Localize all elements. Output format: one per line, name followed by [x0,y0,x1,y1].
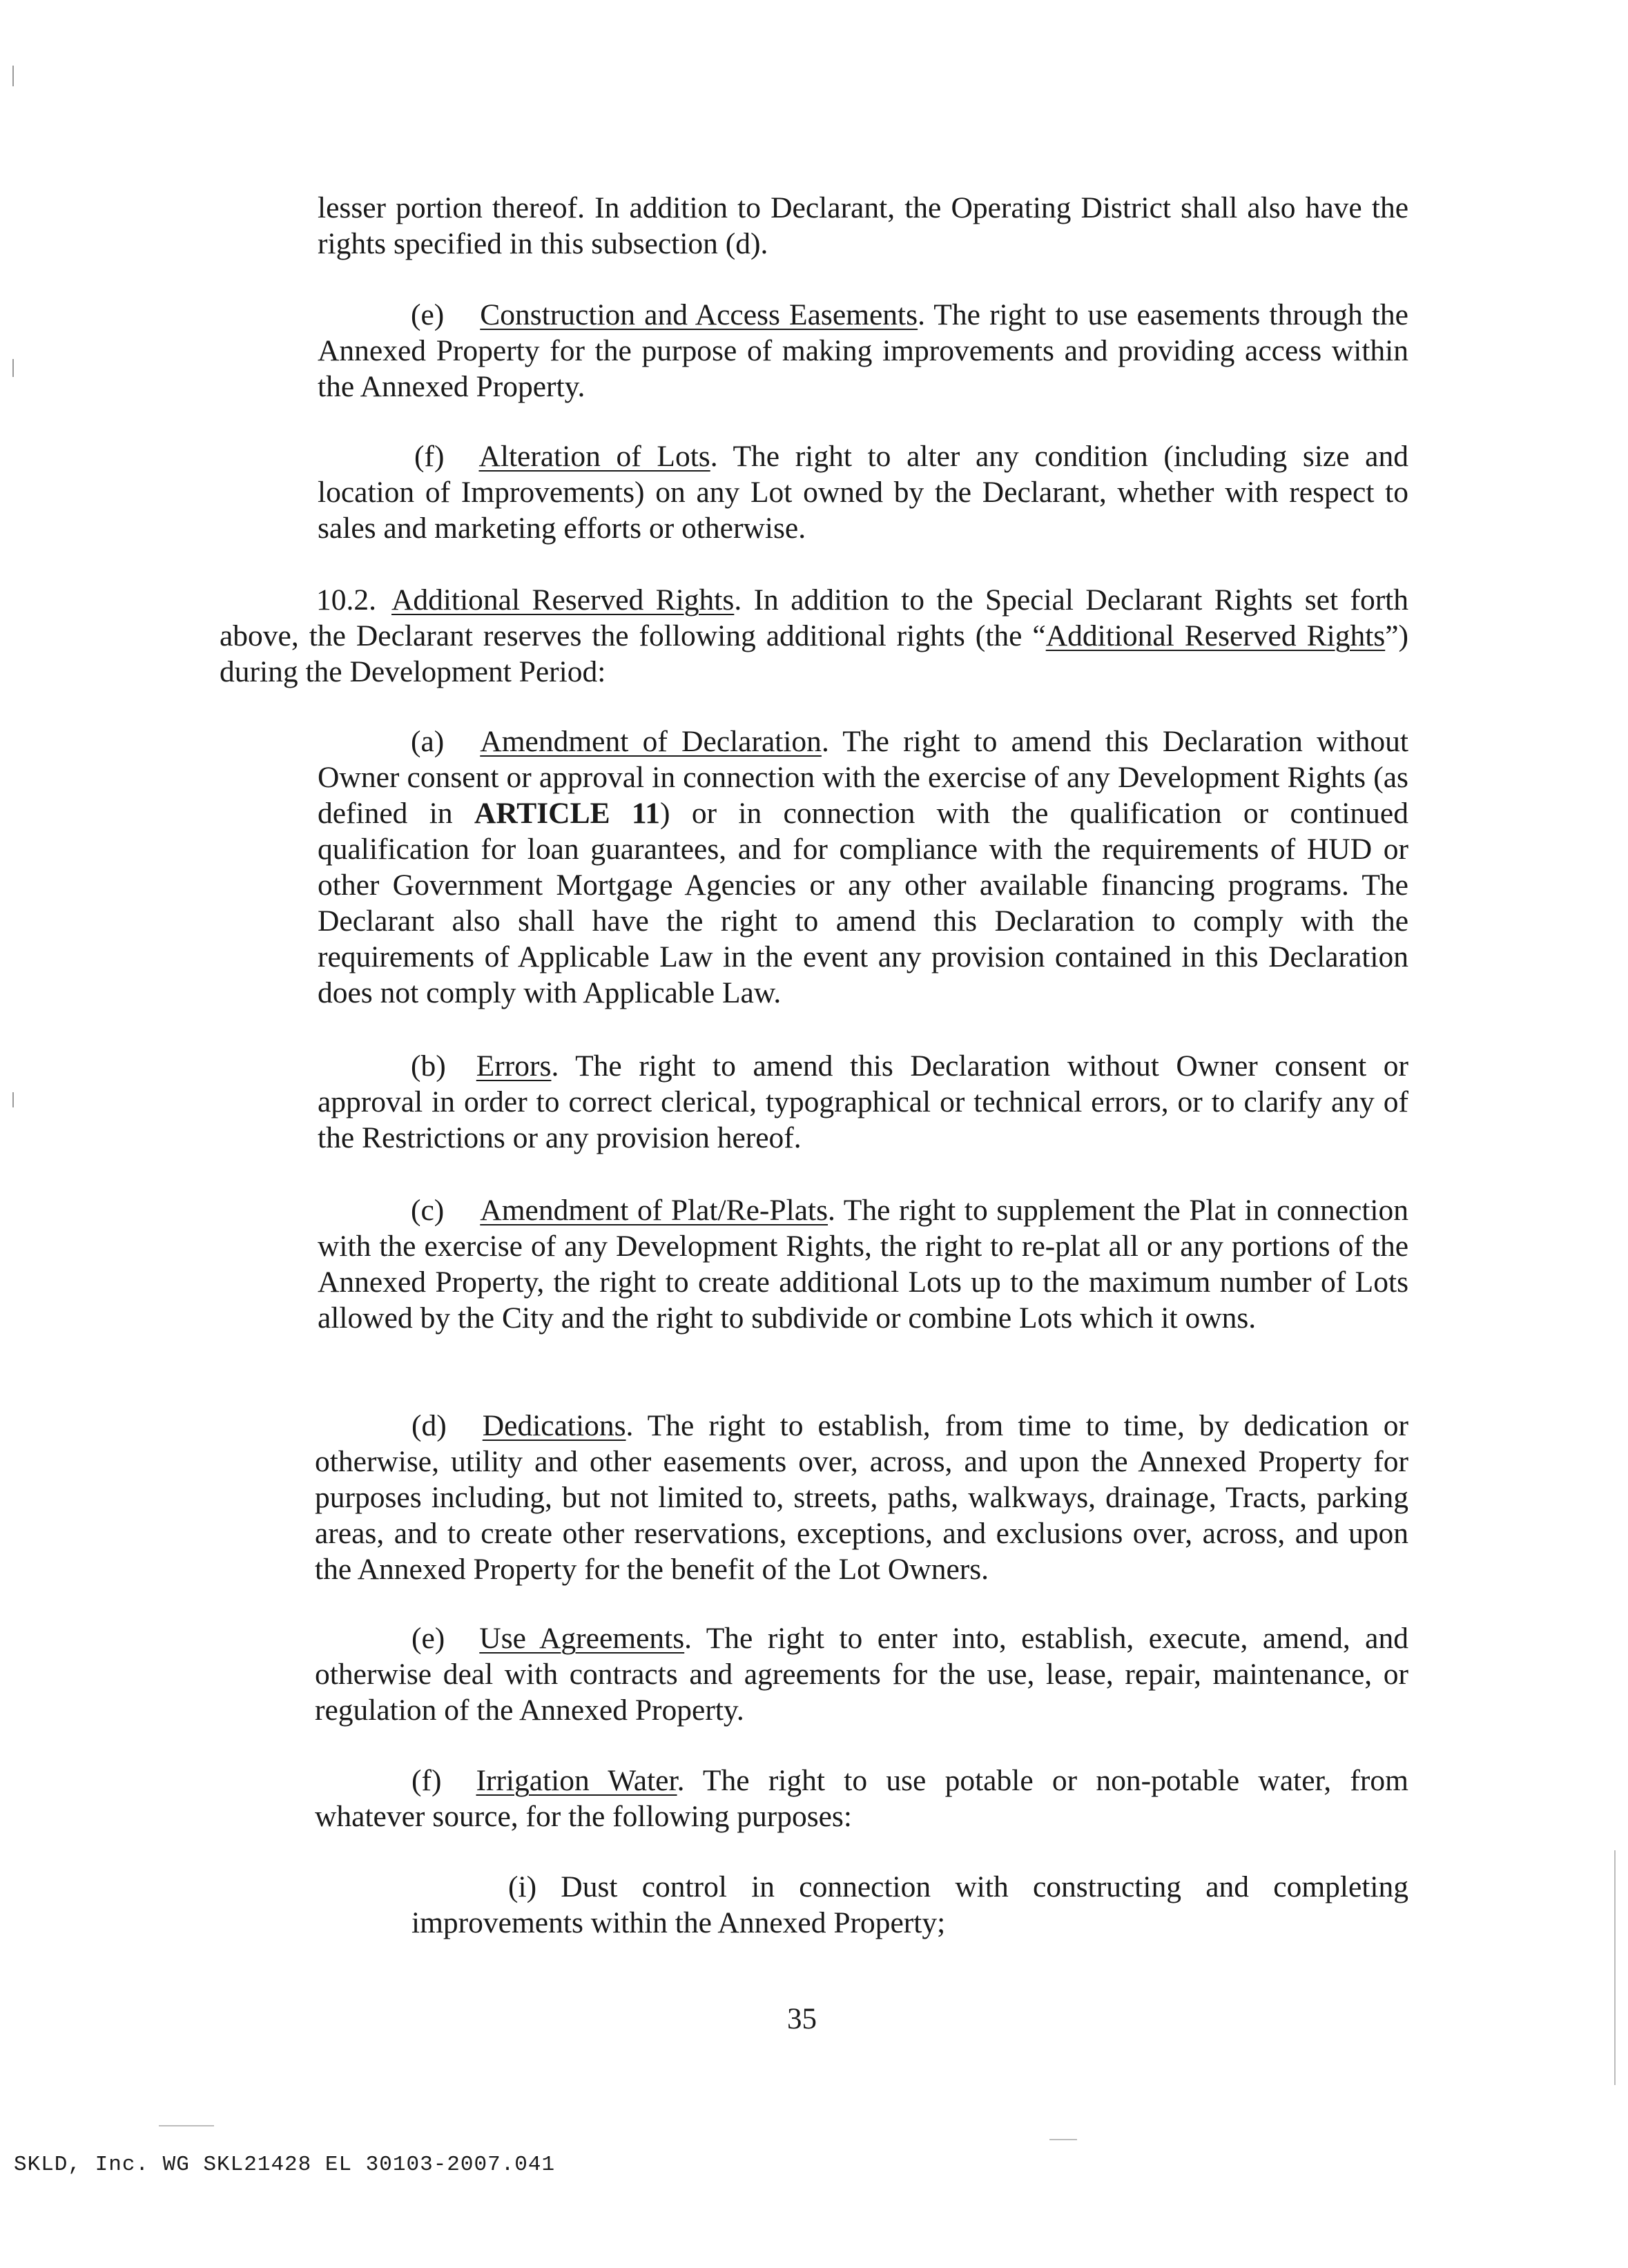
item-label: (f) [414,440,445,473]
paragraph-construction-access-easements: (e) Construction and Access Easements. The right to use easements through the Annexed Property for the purpose of making improvements and providing access within the Annexed Property. [318,298,1408,403]
paragraph-irrigation-water: (f) Irrigation Water. The right to use potable or non-potable water, from whatever source, for the following purposes: [315,1764,1408,1833]
scan-mark [12,66,14,86]
scan-mark [12,1092,14,1107]
paragraph-dedications: (d) Dedications. The right to establish, from time to time, by dedication or otherwise, utility and other easements over, across, and upon the Annexed Property for purposes including, but not limited to, streets, paths, walkways, drainage, Tracts, parking areas, and to create other reservations, exceptions, and exclusions over, across, and upon the Annexed Property for the benefit of the Lot Owners. [315,1409,1408,1586]
paragraph-continuation: lesser portion thereof. In addition to Declarant, the Operating District shall also have the rights specified in this subsection (d). [318,191,1408,260]
paragraph-errors: (b) Errors. The right to amend this Declaration without Owner consent or approval in order to correct clerical, typographical or technical errors, or to clarify any of the Restrictions or any provision hereof. [318,1049,1408,1154]
article-reference: ARTICLE 11 [474,797,661,830]
item-label: (d) [411,1409,447,1442]
section-number: 10.2. [316,583,376,617]
item-label: (b) [411,1049,446,1083]
scan-mark [1049,2139,1077,2140]
item-title: Amendment of Declaration [480,725,822,758]
item-title: Dedications [482,1409,626,1442]
item-title: Irrigation Water [476,1764,677,1797]
item-title: Construction and Access Easements [480,298,918,331]
paragraph-dust-control: (i) Dust control in connection with constructing and completing improvements within the Annexed Property; [411,1870,1408,1939]
item-title: Amendment of Plat/Re-Plats [480,1194,828,1227]
item-title: Use Agreements [479,1622,685,1655]
scan-mark [1614,1850,1616,2085]
item-label: (f) [411,1764,442,1797]
paragraph-amendment-of-plat: (c) Amendment of Plat/Re-Plats. The right to supplement the Plat in connection with the exercise of any Development Rights, the right to re-plat all or any portions of the Annexed Property, the right to create additional Lots up to the maximum number of Lots allowed by the City and the right to subdivide or combine Lots which it owns. [318,1194,1408,1335]
section-title: Additional Reserved Rights [391,583,735,617]
paragraph-alteration-of-lots: (f) Alteration of Lots. The right to alter any condition (including size and location of Improvements) on any Lot owned by the Declarant, whether with respect to sales and marketing efforts or otherwise. [318,440,1408,545]
section-10-2-additional-reserved-rights: 10.2. Additional Reserved Rights. In addition to the Special Declarant Rights set forth above, the Declarant reserves the following additional rights (the “Additional Reserved Rights”) during the Development Period: [220,583,1409,688]
item-label: (c) [411,1194,445,1227]
defined-term: Additional Reserved Rights [1045,619,1386,652]
scan-mark [159,2125,214,2126]
item-title: Errors [476,1049,552,1083]
paragraph-use-agreements: (e) Use Agreements. The right to enter into, establish, execute, amend, and otherwise deal with contracts and agreements for the use, lease, repair, maintenance, or regulation of the Annexed Property. [315,1622,1408,1727]
document-footer: SKLD, Inc. WG SKL21428 EL 30103-2007.041 [14,2153,556,2177]
scan-mark [12,359,14,377]
item-label: (e) [411,298,445,331]
item-label: (a) [411,725,445,758]
page-number: 35 [787,2003,817,2035]
paragraph-amendment-of-declaration: (a) Amendment of Declaration. The right to amend this Declaration without Owner consent or approval in connection with the exercise of any Development Rights (as defined in ARTICLE 11) or in connection with the qualification or continued qualification for loan guarantees, and for compliance with the requirements of HUD or other Government Mortgage Agencies or any other available financing programs. The Declarant also shall have the right to amend this Declaration to comply with the requirements of Applicable Law in the event any provision contained in this Declaration does not comply with Applicable Law. [318,725,1408,1009]
item-label: (e) [411,1622,445,1655]
item-title: Alteration of Lots [478,440,710,473]
